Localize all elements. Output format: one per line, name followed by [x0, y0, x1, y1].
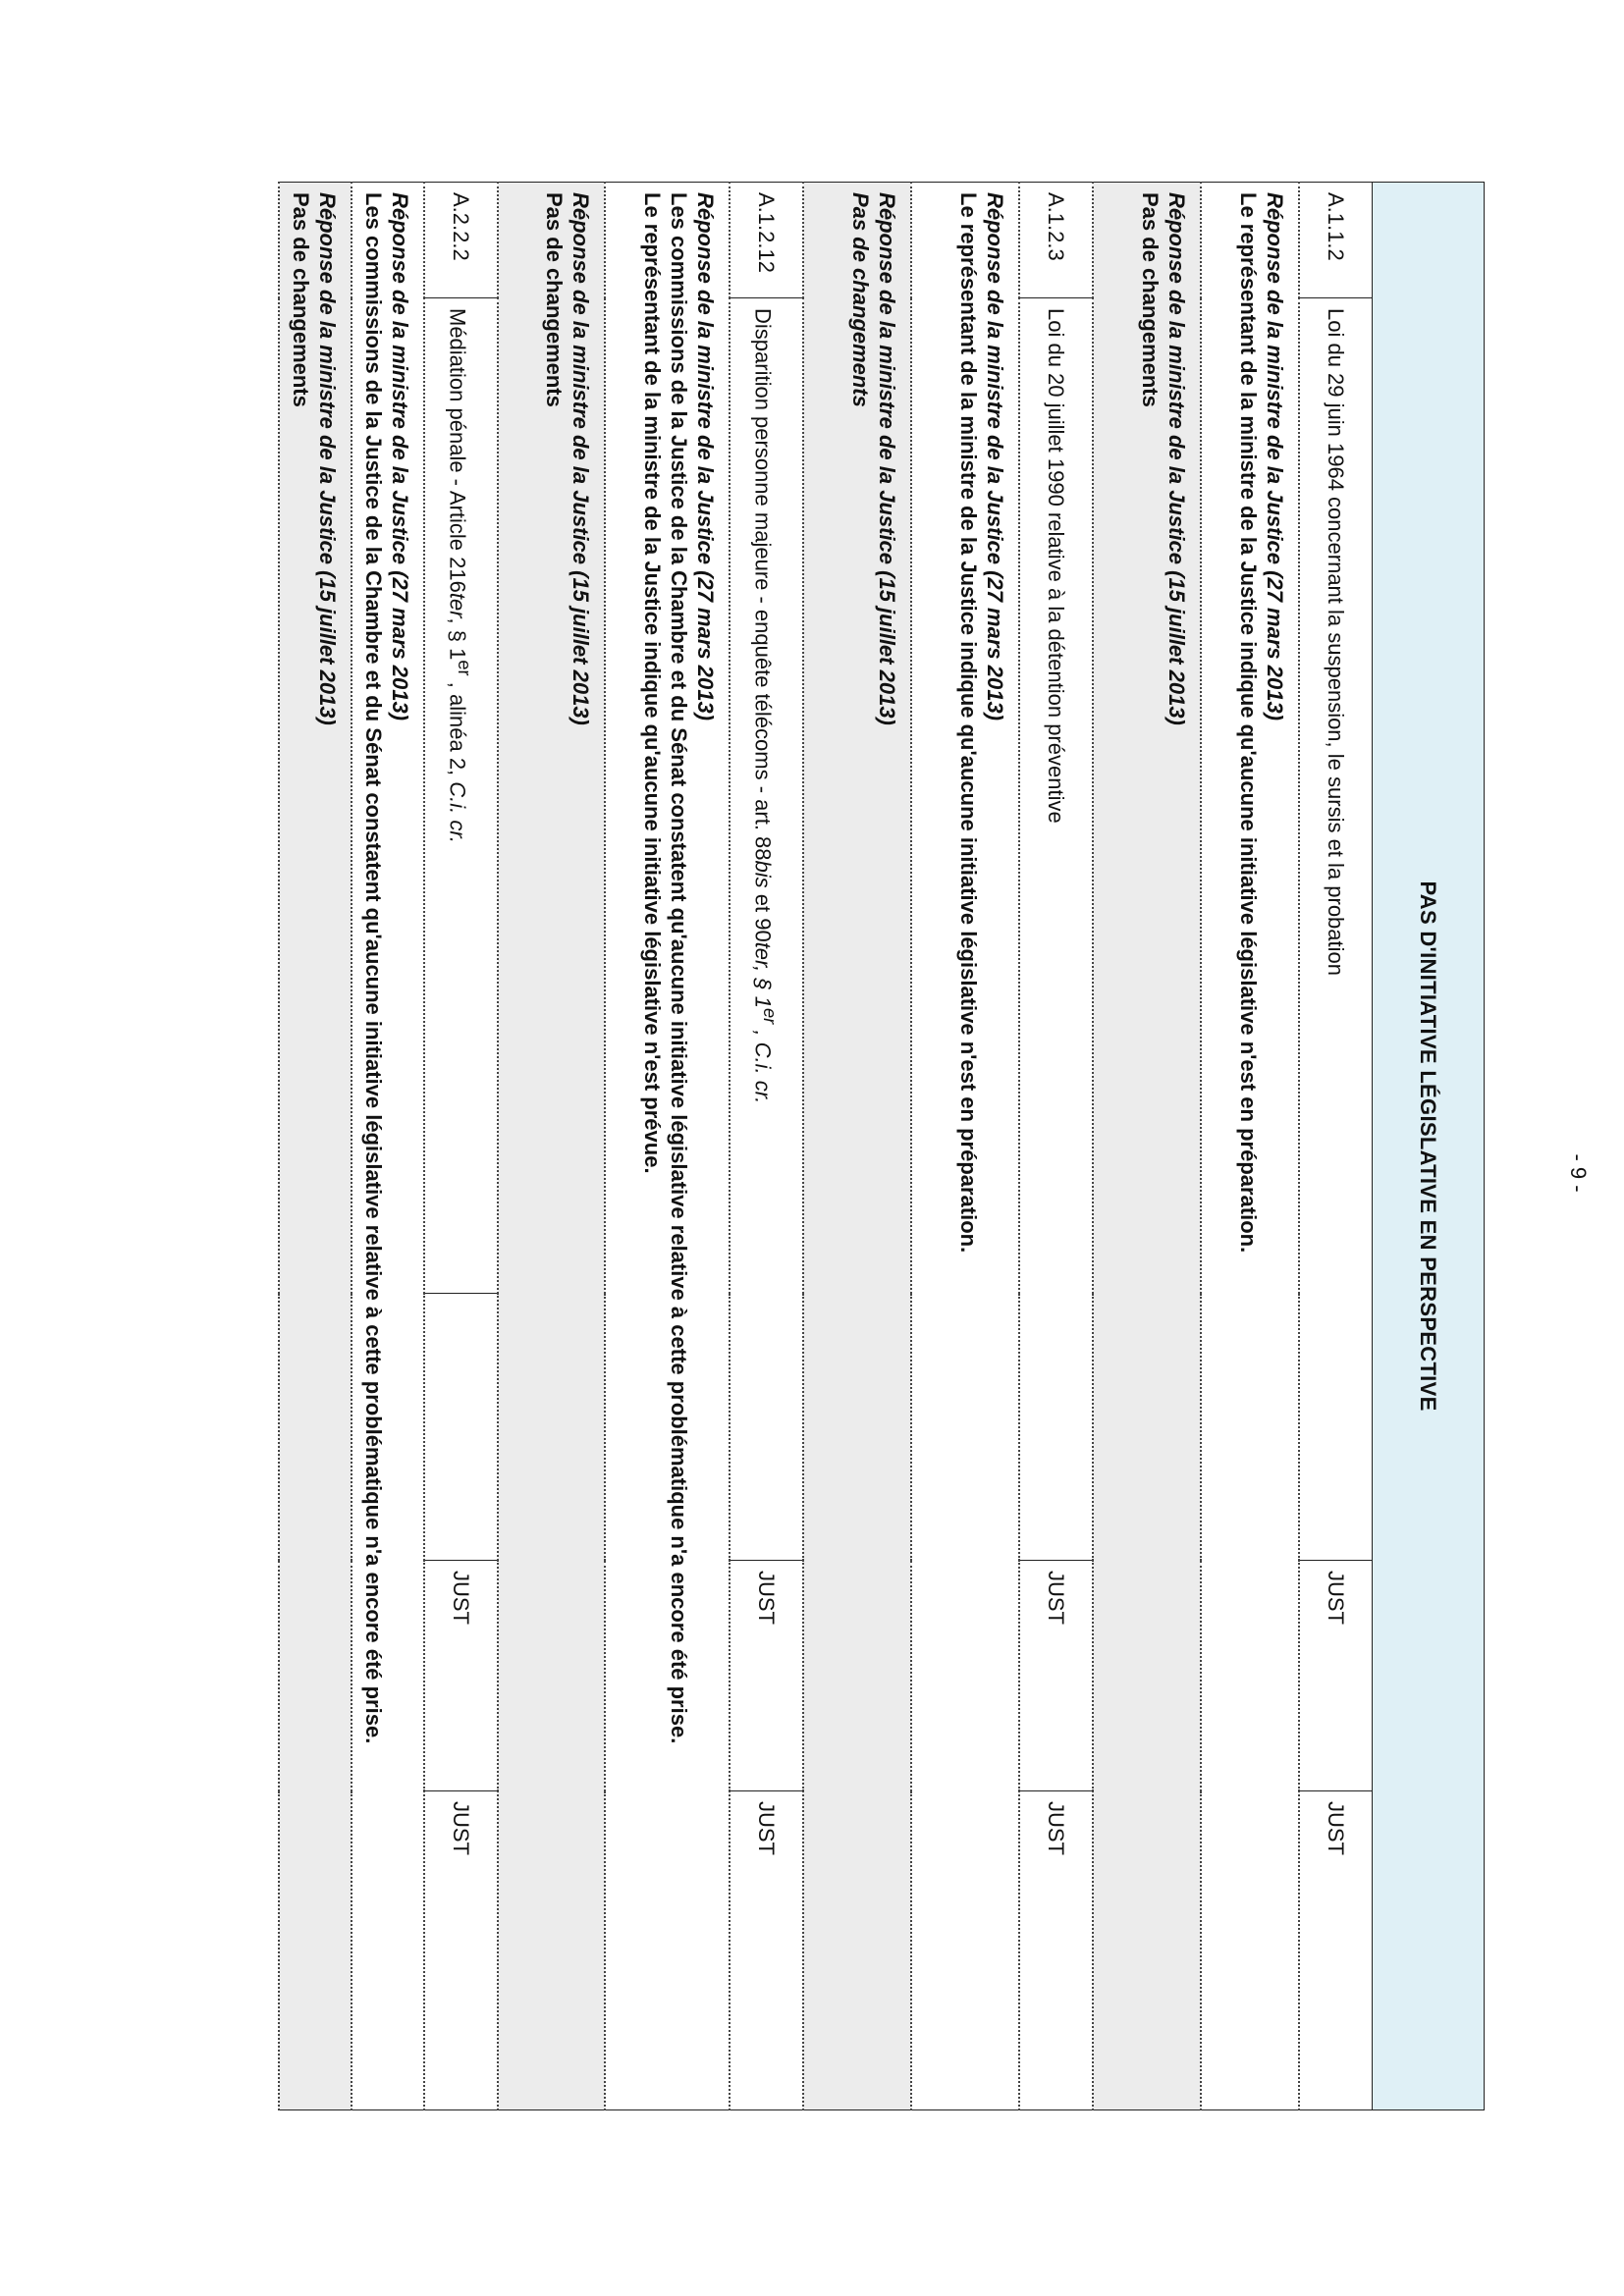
response-heading: Réponse de la ministre de la Justice (27 mars 2013)	[983, 192, 1007, 721]
response-text: Pas de changements	[289, 192, 313, 407]
row-subject	[424, 298, 498, 1294]
response-text: Le représentant de la ministre de la Justice indique qu'aucune initiative législative n'est en préparation.	[956, 192, 981, 1254]
subject-bis: bis	[750, 860, 776, 888]
row-subject	[730, 298, 803, 1561]
response-heading: Réponse de la ministre de la Justice (15 juillet 2013)	[315, 192, 340, 725]
subject-text: Médiation pénale - Article 216	[445, 308, 470, 593]
response-cell	[352, 183, 424, 2110]
subject-sup: er	[454, 660, 475, 676]
response-cell	[279, 183, 352, 2110]
response-text: Le représentant de la ministre de la Justice indique qu'aucune initiative législative n'est prévue.	[640, 192, 665, 1174]
response-row	[498, 183, 605, 2110]
subject-sup: er	[759, 1007, 781, 1025]
response-text: Les commissions de la Justice de la Chambre et du Sénat constatent qu'aucune initiative législative relative à cette problématique n'a encore été prise.	[361, 192, 386, 1744]
row-col5: JUST	[730, 1791, 803, 2110]
response-row	[1093, 183, 1201, 2110]
response-heading: Réponse de la ministre de la Justice (15 juillet 2013)	[1164, 192, 1189, 725]
response-cell	[498, 183, 605, 2110]
response-row	[279, 183, 352, 2110]
subject-tail: , C.i. cr.	[750, 1024, 776, 1104]
page-number: - 9 -	[1566, 1153, 1591, 1193]
response-text: Pas de changements	[848, 192, 873, 407]
row-col4: JUST	[730, 1561, 803, 1791]
table-title: PAS D'INITIATIVE LÉGISLATIVE EN PERSPECTIVE	[1373, 183, 1485, 2110]
response-heading: Réponse de la ministre de la Justice (15 juillet 2013)	[875, 192, 899, 725]
row-id: A.1.2.12	[730, 183, 803, 298]
response-cell	[803, 183, 911, 2110]
subject-text: et 90	[750, 887, 776, 942]
response-row	[1201, 183, 1299, 2110]
response-heading: Réponse de la ministre de la Justice (27 mars 2013)	[693, 192, 718, 721]
row-id: A.1.1.2	[1299, 183, 1373, 298]
response-row	[803, 183, 911, 2110]
subject-text: , alinéa 2,	[445, 675, 470, 782]
response-text: Les commissions de la Justice de la Chambre et du Sénat constatent qu'aucune initiative législative relative à cette problématique n'a encore été prise.	[667, 192, 691, 1744]
response-row	[911, 183, 1019, 2110]
table-row	[1019, 183, 1093, 2110]
subject-text: Disparition personne majeure - enquête télécoms - art. 88	[750, 308, 776, 861]
response-row	[605, 183, 730, 2110]
row-empty-cell	[424, 1294, 498, 1561]
response-heading: Réponse de la ministre de la Justice (15 juillet 2013)	[568, 192, 593, 725]
rotated-page	[173, 182, 1485, 2109]
subject-ter: ter	[445, 592, 470, 618]
table-title-row	[1373, 183, 1485, 2110]
response-cell	[1201, 183, 1299, 2110]
row-id: A.1.2.3	[1019, 183, 1093, 298]
row-col5: JUST	[424, 1791, 498, 2110]
response-row	[352, 183, 424, 2110]
row-col4: JUST	[424, 1561, 498, 1791]
row-col5: JUST	[1299, 1791, 1373, 2110]
subject-text: , § 1	[445, 617, 470, 661]
row-subject: Loi du 29 juin 1964 concernant la suspension, le sursis et la probation	[1299, 298, 1373, 1561]
table-row	[424, 183, 498, 2110]
row-col4: JUST	[1299, 1561, 1373, 1791]
subject-ter: ter, § 1	[750, 941, 776, 1008]
row-col5: JUST	[1019, 1791, 1093, 2110]
response-text: Pas de changements	[542, 192, 567, 407]
response-cell	[911, 183, 1019, 2110]
table-row	[730, 183, 803, 2110]
response-text: Pas de changements	[1138, 192, 1163, 407]
row-col4: JUST	[1019, 1561, 1093, 1791]
response-heading: Réponse de la ministre de la Justice (27 mars 2013)	[1263, 192, 1287, 721]
row-subject: Loi du 20 juillet 1990 relative à la détention préventive	[1019, 298, 1093, 1561]
subject-tail: C.i. cr.	[445, 781, 470, 844]
response-text: Le représentant de la ministre de la Justice indique qu'aucune initiative législative n'est en préparation.	[1236, 192, 1261, 1254]
perspective-table	[278, 182, 1485, 2110]
response-cell	[605, 183, 730, 2110]
response-cell	[1093, 183, 1201, 2110]
response-heading: Réponse de la ministre de la Justice (27 mars 2013)	[388, 192, 412, 721]
table-row	[1299, 183, 1373, 2110]
row-id: A.2.2.2	[424, 183, 498, 298]
